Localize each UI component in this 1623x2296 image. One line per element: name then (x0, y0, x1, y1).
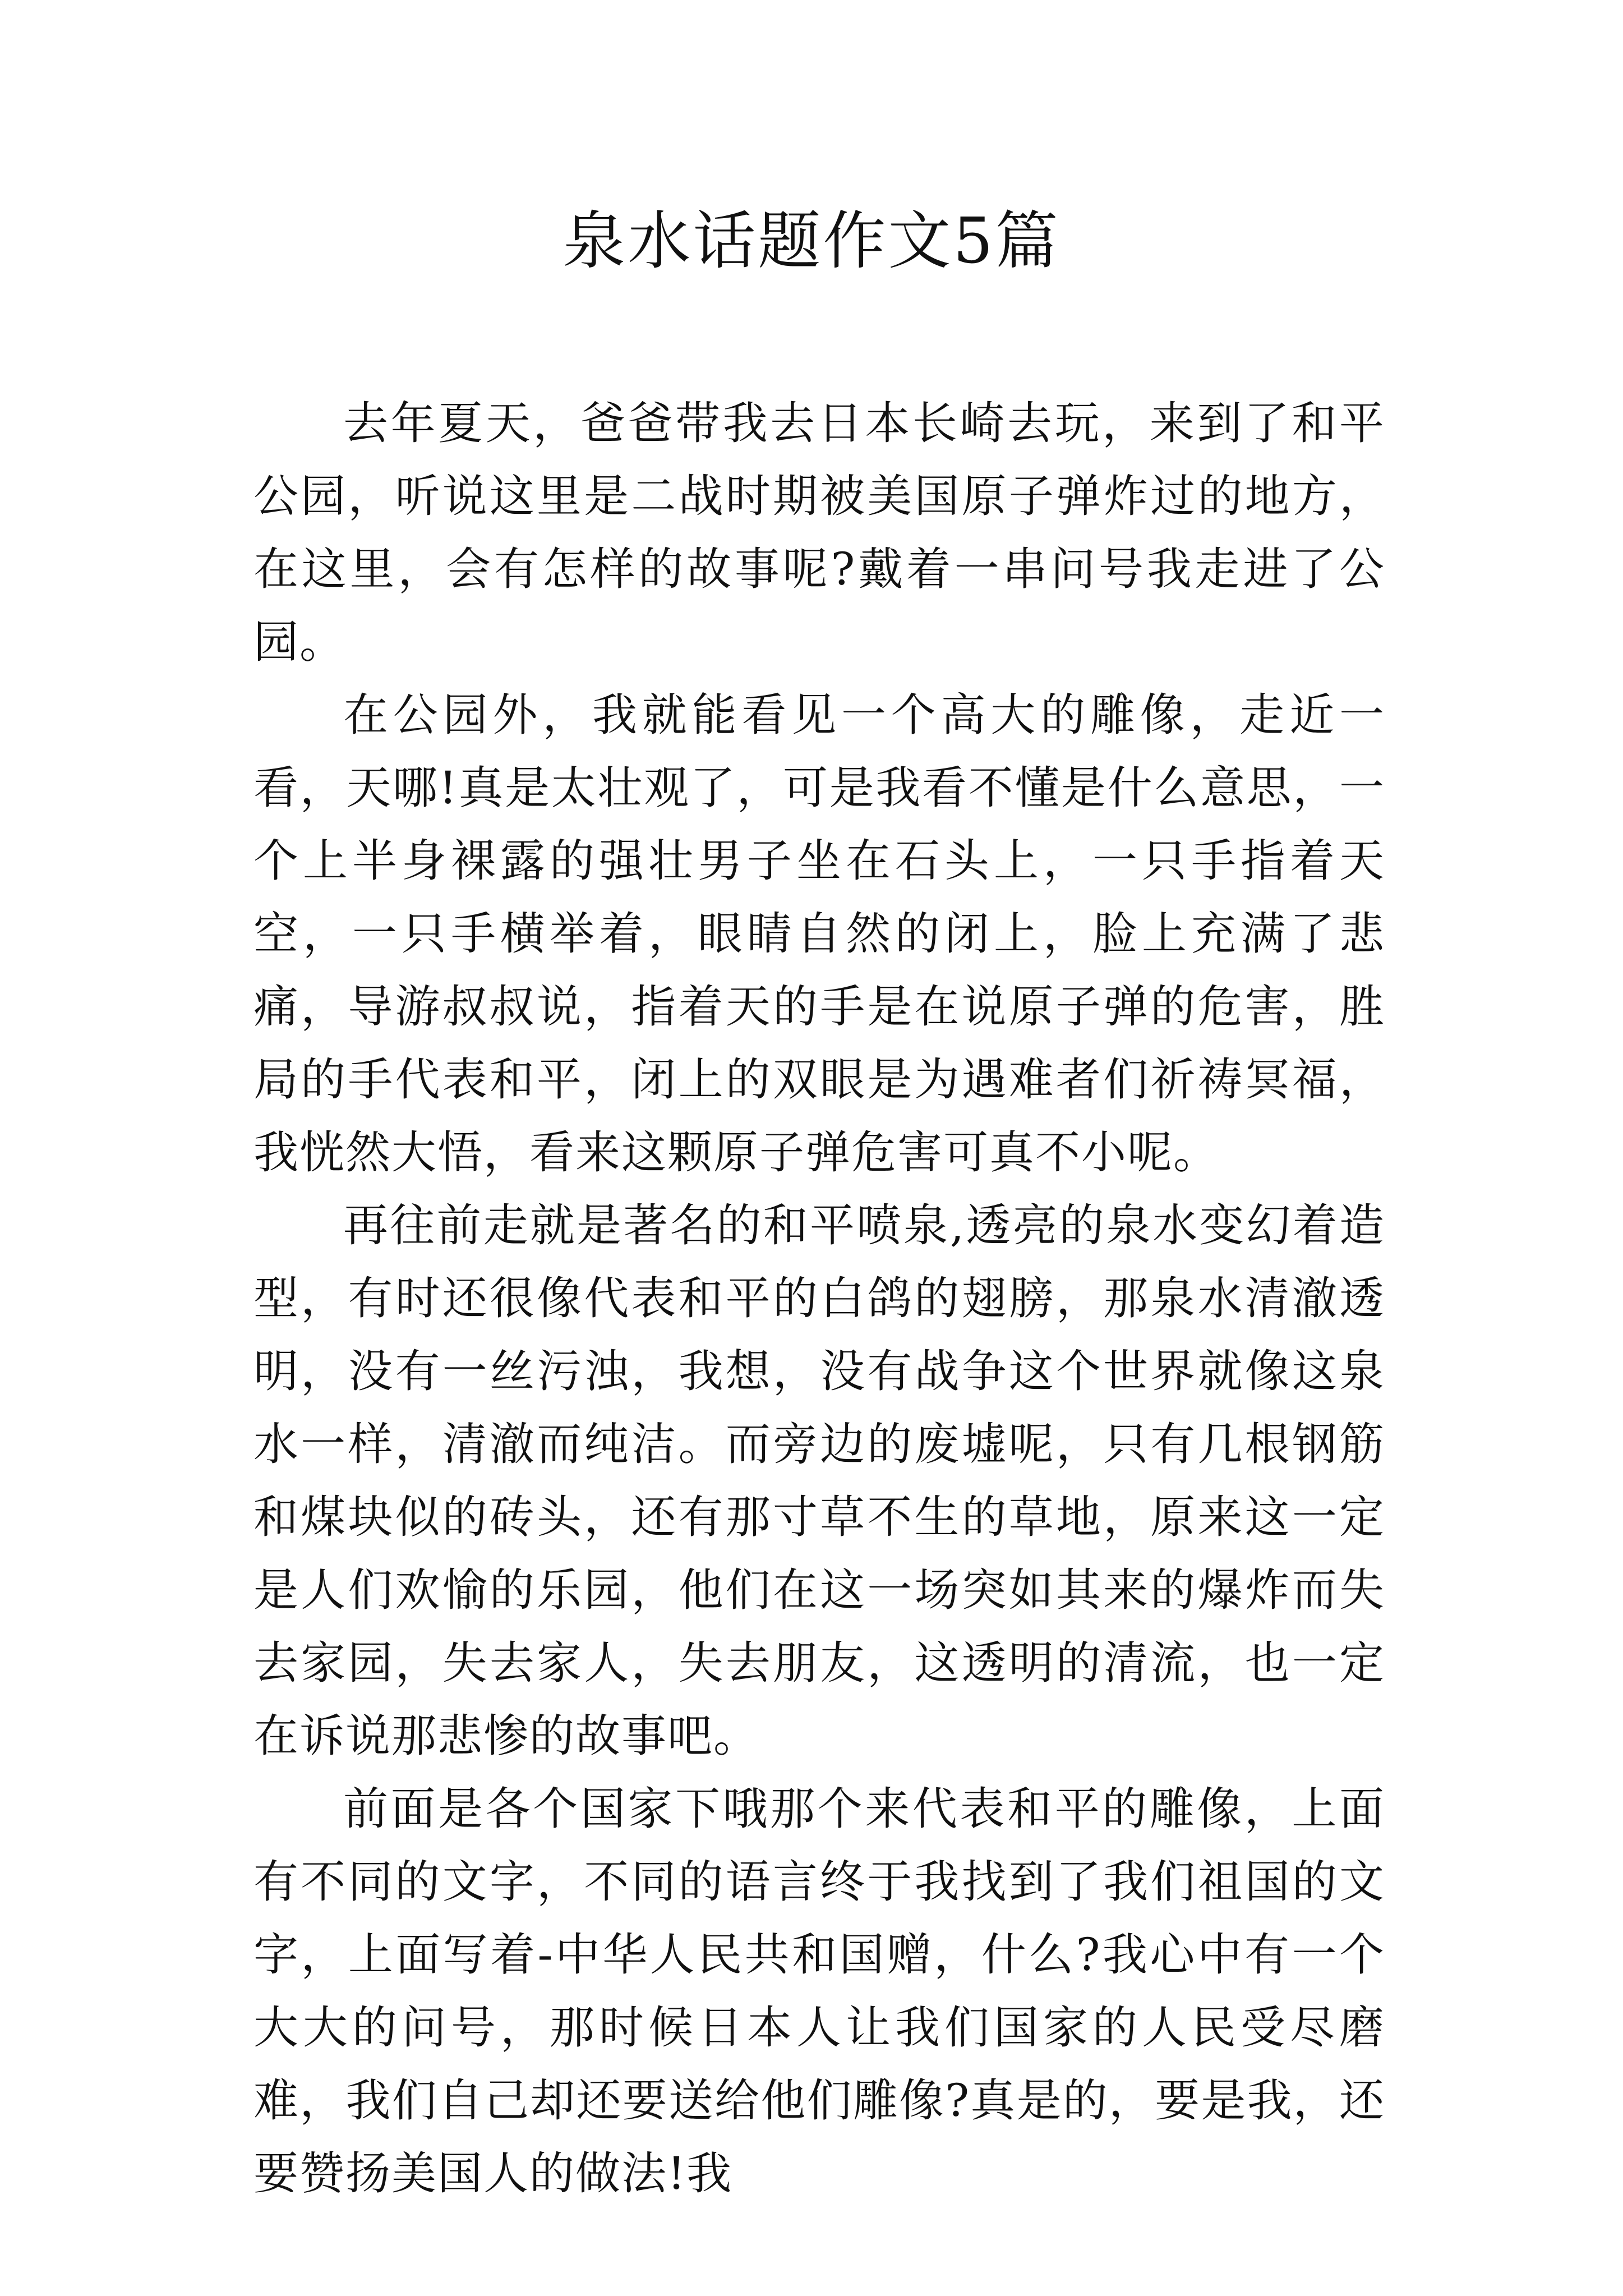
document-body (253, 387, 1385, 2210)
paragraph: 在公园外，我就能看见一个高大的雕像，走近一看，天哪!真是太壮观了，可是我看不懂是什么意思，一个上半身裸露的强壮男子坐在石头上，一只手指着天空，一只手横举着，眼睛自然的闭上，脸上充满了悲痛，导游叔叔说，指着天的手是在说原子弹的危害，胜局的手代表和平，闭上的双眼是为遇难者们祈祷冥福，我恍然大悟，看来这颗原子弹危害可真不小呢。 (253, 689, 1385, 1179)
paragraph: 再往前走就是著名的和平喷泉,透亮的泉水变幻着造型，有时还很像代表和平的白鸽的翅膀，那泉水清澈透明，没有一丝污浊，我想，没有战争这个世界就像这泉水一样，清澈而纯洁。而旁边的废墟呢，只有几根钢筋和煤块似的砖头，还有那寸草不生的草地，原来这一定是人们欢愉的乐园，他们在这一场突如其来的爆炸而失去家园，失去家人，失去朋友，这透明的清流，也一定在诉说那悲惨的故事吧。 (253, 1199, 1385, 1762)
paragraph: 前面是各个国家下哦那个来代表和平的雕像，上面有不同的文字，不同的语言终于我找到了我们祖国的文字，上面写着-中华人民共和国赠，什么?我心中有一个大大的问号，那时候日本人让我们国家的人民受尽磨难，我们自己却还要送给他们雕像?真是的，要是我，还要赞扬美国人的做法!我 (253, 1783, 1385, 2200)
document-title: 泉水话题作文5篇 (562, 205, 1061, 278)
paragraph: 去年夏天，爸爸带我去日本长崎去玩，来到了和平公园，听说这里是二战时期被美国原子弹炸过的地方，在这里，会有怎样的故事呢?戴着一串问号我走进了公园。 (253, 397, 1385, 668)
